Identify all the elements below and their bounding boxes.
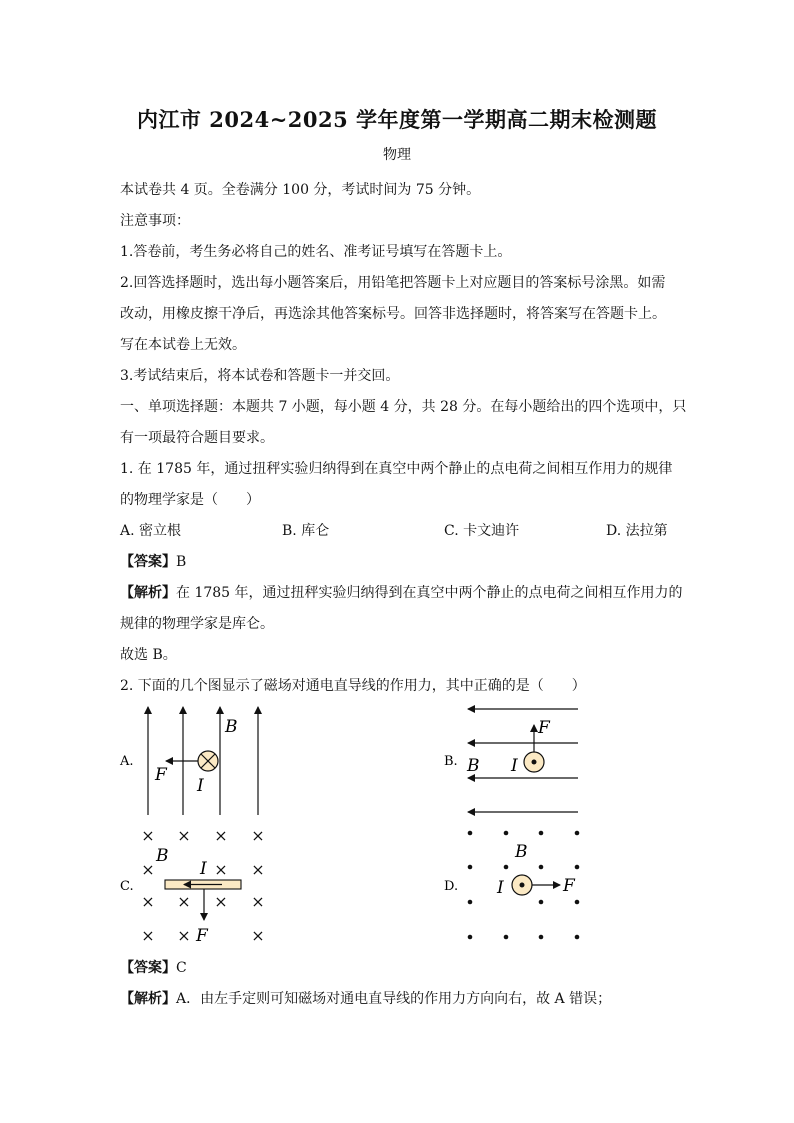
field-cross-c-1-2: × (177, 826, 191, 845)
q1-option-a: A. 密立根 (120, 523, 182, 539)
notice-2-line-1: 2.回答选择题时，选出每小题答案后，用铅笔把答题卡上对应题目的答案标号涂黑。如需 (120, 275, 666, 291)
force-symbol-d: F (563, 876, 575, 896)
q2-answer (120, 957, 680, 977)
q1-stem-line-1: 1. 在 1785 年，通过扭秤实验归纳得到在真空中两个静止的点电荷之间相互作用力的规律 (120, 461, 673, 477)
field-dot-d-1-1 (468, 831, 473, 836)
q1-option-d: D. 法拉第 (606, 523, 668, 539)
q1-answer-value: B (176, 554, 187, 570)
notice-title: 注意事项： (120, 213, 190, 229)
field-cross-c-3-3: × (214, 892, 228, 911)
field-symbol-c: B (156, 846, 169, 866)
field-cross-c-1-4: × (251, 826, 265, 845)
q1-stem-line-2: 的物理学家是（ ） (120, 492, 260, 508)
field-dot-d-3-1 (468, 900, 473, 905)
figure-c (120, 826, 265, 946)
q1-option-c: C. 卡文迪许 (444, 523, 520, 539)
field-cross-c-3-4: × (251, 892, 265, 911)
q1-conclusion: 故选 B。 (120, 647, 177, 663)
field-cross-c-4-4: × (251, 926, 265, 945)
q1-answer (120, 551, 680, 571)
field-cross-c-4-2: × (177, 926, 191, 945)
current-symbol-d: I (497, 878, 504, 898)
current-symbol-c: I (200, 859, 207, 879)
figure-a (119, 707, 258, 815)
field-dot-d-4-4 (575, 935, 580, 940)
q2-answer-tag: 【答案】 (120, 960, 176, 976)
q2-answer-value: C (176, 960, 187, 976)
field-dot-d-2-3 (539, 865, 544, 870)
current-dot-mark-d (520, 883, 525, 888)
figure-c-label: C. (120, 879, 134, 894)
notice-1: 1.答卷前，考生务必将自己的姓名、准考证号填写在答题卡上。 (120, 244, 512, 260)
notice-2-line-2: 改动，用橡皮擦干净后，再选涂其他答案标号。回答非选择题时，将答案写在答题卡上。 (120, 306, 666, 322)
field-cross-c-3-1: × (141, 892, 155, 911)
q1-analysis-line-1 (120, 582, 683, 602)
figure-b (444, 709, 578, 812)
field-dot-d-2-2 (504, 865, 509, 870)
current-symbol-b: I (511, 756, 518, 776)
force-symbol-b: F (538, 718, 550, 738)
notice-3: 3.考试结束后，将本试卷和答题卡一并交回。 (120, 368, 400, 384)
field-cross-c-4-1: × (141, 926, 155, 945)
field-cross-c-3-2: × (177, 892, 191, 911)
field-cross-c-2-1: × (141, 860, 155, 879)
figure-d-label: D. (444, 879, 459, 894)
field-dot-d-4-3 (539, 935, 544, 940)
figure-d (444, 831, 579, 940)
field-dot-d-4-1 (468, 935, 473, 940)
field-cross-c-2-4: × (251, 860, 265, 879)
section-heading-line-2: 有一项最符合题目要求。 (120, 430, 274, 446)
q1-analysis-tag: 【解析】 (120, 585, 176, 601)
current-dot-mark (532, 760, 537, 765)
field-symbol-a: B (225, 717, 238, 737)
field-symbol-b: B (467, 756, 480, 776)
field-cross-c-2-3: × (214, 860, 228, 879)
figure-a-label: A. (120, 754, 134, 769)
force-symbol-a: F (155, 765, 167, 785)
field-dot-d-2-1 (468, 865, 473, 870)
force-symbol-c: F (196, 926, 208, 946)
field-dot-d-1-4 (575, 831, 580, 836)
field-cross-c-1-1: × (141, 826, 155, 845)
q1-option-b: B. 库仑 (282, 523, 330, 539)
field-dot-d-3-3 (539, 900, 544, 905)
q2-analysis-tag: 【解析】 (120, 991, 176, 1007)
field-dot-d-4-2 (504, 935, 509, 940)
field-dot-d-3-4 (575, 900, 580, 905)
q1-answer-tag: 【答案】 (120, 554, 176, 570)
q1-analysis-line-2: 规律的物理学家是库仑。 (120, 616, 274, 632)
q2-figures (0, 695, 794, 955)
notice-2-line-3: 写在本试卷上无效。 (120, 337, 246, 353)
field-dot-d-2-4 (575, 865, 580, 870)
field-dot-d-1-3 (539, 831, 544, 836)
current-symbol-a: I (197, 776, 204, 796)
subject-label: 物理 (383, 147, 411, 163)
field-symbol-d: B (515, 842, 528, 862)
section-heading-line-1: 一、单项选择题：本题共 7 小题，每小题 4 分，共 28 分。在每小题给出的四个选项中，只 (120, 399, 687, 415)
field-cross-c-1-3: × (214, 826, 228, 845)
q2-analysis (120, 988, 680, 1008)
figure-b-label: B. (444, 754, 458, 769)
q1-analysis-text-1: 在 1785 年，通过扭秤实验归纳得到在真空中两个静止的点电荷之间相互作用力的 (176, 585, 683, 601)
exam-info: 本试卷共 4 页。全卷满分 100 分，考试时间为 75 分钟。 (120, 182, 481, 198)
field-dot-d-1-2 (504, 831, 509, 836)
q2-stem: 2. 下面的几个图显示了磁场对通电直导线的作用力，其中正确的是（ ） (120, 678, 586, 694)
page-title: 内江市 2024~2025 学年度第一学期高二期末检测题 (136, 107, 658, 132)
q2-analysis-text: A．由左手定则可知磁场对通电直导线的作用力方向向右，故 A 错误； (176, 991, 612, 1007)
